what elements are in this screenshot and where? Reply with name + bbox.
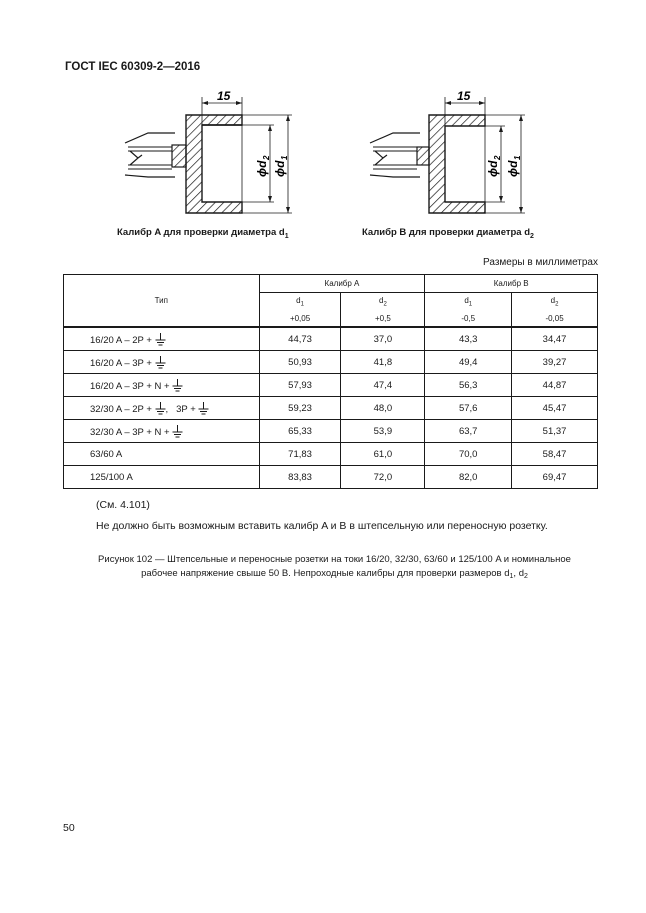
document-header: ГОСТ IEC 60309-2—2016	[65, 61, 201, 73]
header-a-d2: $d_2$ +0,5	[341, 293, 425, 328]
table-row: 16/20 A – 2P + 44,73 37,0 43,3 34,47	[64, 327, 598, 351]
note-text: Не должно быть возможным вставить калибр A и B в штепсельную или переносную розетку.	[96, 520, 548, 532]
gauge-b-width-label: 15	[457, 89, 471, 103]
page-number: 50	[63, 822, 75, 834]
gauge-b-caption: Калибр B для проверки диаметра $d_2$	[362, 227, 534, 240]
gauge-a-d1-label: ϕd	[273, 160, 287, 177]
ground-icon	[172, 379, 183, 392]
dimensions-note: Размеры в миллиметрах	[483, 257, 598, 268]
gauge-a-caption: Калибр A для проверки диаметра $d_1$	[117, 227, 289, 240]
ground-icon	[155, 402, 166, 415]
table-row: 16/20 A – 3P + 50,93 41,8 49,4 39,27	[64, 351, 598, 374]
table-row: 32/30 A – 2P + , 3P + 59,23 48,0 57,6 45,47	[64, 397, 598, 420]
ground-icon	[155, 333, 166, 346]
gauge-a-width-label: 15	[217, 89, 231, 103]
ground-icon	[198, 402, 209, 415]
gauge-a-d2-sub: 2	[262, 155, 271, 160]
table-row: 125/100 A 83,83 72,0 82,0 69,47	[64, 466, 598, 489]
figure-caption: Рисунок 102 — Штепсельные и переносные розетки на токи 16/20, 32/30, 63/60 и 125/100 A и номинальное рабочее напряжение свыше 50 В. Непроходные калибры для проверки размеров $d_1$, $d_2$	[98, 554, 571, 580]
gauge-b-drawing	[365, 85, 545, 220]
header-type: Тип	[64, 275, 260, 328]
header-a-d1: $d_1$ +0,05	[259, 293, 341, 328]
header-b-d1: $d_1$ -0,5	[425, 293, 512, 328]
table-row: 32/30 A – 3P + N + 65,33 53,9 63,7 51,37	[64, 420, 598, 443]
gauge-a-d1-sub: 1	[280, 155, 289, 160]
gauge-b-d1-sub: 1	[513, 155, 522, 160]
table-row: 63/60 A 71,83 61,0 70,0 58,47	[64, 443, 598, 466]
ground-icon	[172, 425, 183, 438]
gauge-dimensions-table	[63, 274, 598, 489]
table-row: 16/20 A – 3P + N + 57,93 47,4 56,3 44,87	[64, 374, 598, 397]
gauge-b-d1-label: ϕd	[506, 160, 520, 177]
table-header-row	[64, 275, 598, 293]
ground-icon	[155, 356, 166, 369]
note-reference: (См. 4.101)	[96, 499, 150, 511]
gauge-a-drawing	[120, 85, 300, 220]
header-gauge-b: Калибр B	[425, 275, 598, 293]
header-b-d2: $d_2$ -0,05	[512, 293, 598, 328]
gauge-b-d2-label: ϕd	[486, 160, 500, 177]
gauge-a-d2-label: ϕd	[255, 160, 269, 177]
header-gauge-a: Калибр A	[259, 275, 425, 293]
gauge-b-d2-sub: 2	[493, 155, 502, 160]
